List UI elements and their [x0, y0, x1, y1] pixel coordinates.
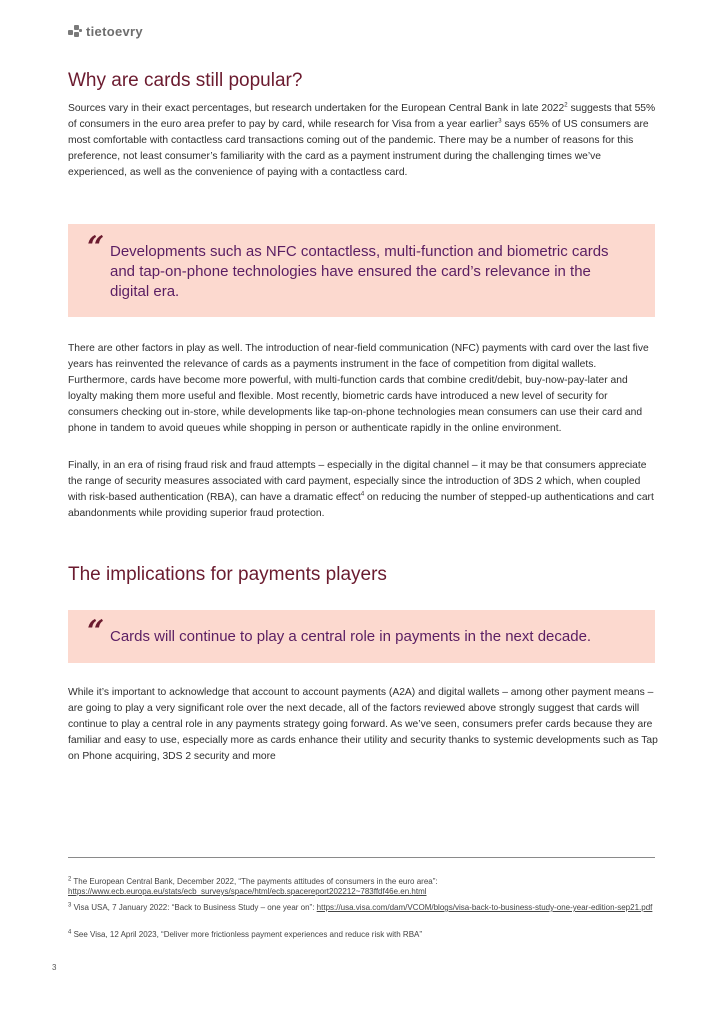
footnote-ref-2[interactable]: 2: [564, 102, 568, 109]
footnote-3: $^3$ Visa USA, 7 January 2022: “Back to Business Study – one year on”: https://usa.visa.com/dam/VCOM/blogs/visa-back-to-business-study-one-year-edition-sep21.pdf: [68, 902, 653, 912]
footnote-2: $^2$ The European Central Bank, December 2022, “The payments attitudes of consumers in the euro area”: https://www.ecb.europa.eu/stats/ecb_surveys/space/html/ecb.spacereport202212~783ffdf46e.en.html: [68, 876, 438, 896]
quote-mark-icon: “: [87, 614, 105, 649]
footnote-4: $^4$ See Visa, 12 April 2023, “Deliver more frictionless payment experiences and reduce risk with RBA”: [68, 929, 423, 939]
footnote-3-link[interactable]: https://usa.visa.com/dam/VCOM/blogs/visa-back-to-business-study-one-year-edition-sep21.pdf: [316, 903, 653, 912]
pull-quote-central-role: [68, 610, 655, 663]
section-heading-implications: The implications for payments players: [68, 564, 387, 585]
quote-mark-icon: “: [87, 230, 105, 265]
paragraph-intro: Sources vary in their exact percentages, but research undertaken for the European Central Bank in late 2022$^2$ suggests that 55% of consumers in the euro area prefer to pay by card, while research for Visa from a year earlier$^3$ says 65% of US consumers are most comfortable with contactless card transactions coming out of the pandemic. There may be a number of reasons for this preference, not least consumer’s familiarity with the card as a payment instrument during the challenging times we’ve experienced, as well as the convenience of paying with a contactless card.: [68, 102, 656, 178]
tietoevry-logo: [68, 24, 143, 39]
footnote-ref-3[interactable]: 3: [498, 118, 502, 125]
pull-quote-text: Developments such as NFC contactless, multi-function and biometric cards and tap-on-phone technologies have ensured the card’s relevance in the digital era.: [110, 243, 609, 300]
footnote-divider: [68, 857, 655, 858]
footnote-2-link[interactable]: https://www.ecb.europa.eu/stats/ecb_surveys/space/html/ecb.spacereport202212~783ffdf46e.en.html: [68, 887, 427, 896]
pull-quote-text: Cards will continue to play a central role in payments in the next decade.: [110, 628, 592, 645]
footnote-ref-4[interactable]: 4: [360, 491, 365, 498]
paragraph-other-factors: There are other factors in play as well. The introduction of near-field communication (NFC) payments with card over the last five years has reinvented the relevance of cards as a payments instrument in the face of competition from digital wallets. Furthermore, cards have become more powerful, with multi-function cards that combine credit/debit, buy-now-pay-later and loyalty making them more useful and flexible. Most recently, biometric cards have introduced a new level of security for consumers checking out in-store, while developments like tap-on-phone technologies mean consumers can use their card and phone in tandem to avoid queues while shopping in person or authenticate rapidly in the online environment.: [68, 343, 649, 434]
page-number: 3: [52, 963, 57, 972]
paragraph-a2a: While it’s important to acknowledge that account to account payments (A2A) and digital wallets – among other payment means – are going to play a very significant role over the next decade, all of the factors reviewed above strongly suggest that cards will continue to play a central role in any payments strategy going forward. As we’ve seen, consumers prefer cards because they are familiar and easy to use, especially more as cards enhance their utility and security thanks to systemic developments such as Tap on Phone acquiring, 3DS 2 security and more: [68, 687, 658, 762]
logo-mark-icon: [68, 25, 82, 39]
paragraph-fraud: Finally, in an era of rising fraud risk and fraud attempts – especially in the digital channel – it may be that consumers appreciate the range of security measures associated with card payment, especially since the introduction of 3DS 2 which, when coupled with risk-based authentication (RBA), can have a dramatic effect$^4$ on reducing the number of stepped-up authentications and cart abandonments while providing superior fraud protection.: [68, 460, 654, 519]
pull-quote-nfc: [68, 224, 655, 317]
section-heading-why-cards: Why are cards still popular?: [68, 70, 303, 91]
logo-text: tietoevry: [86, 24, 143, 39]
